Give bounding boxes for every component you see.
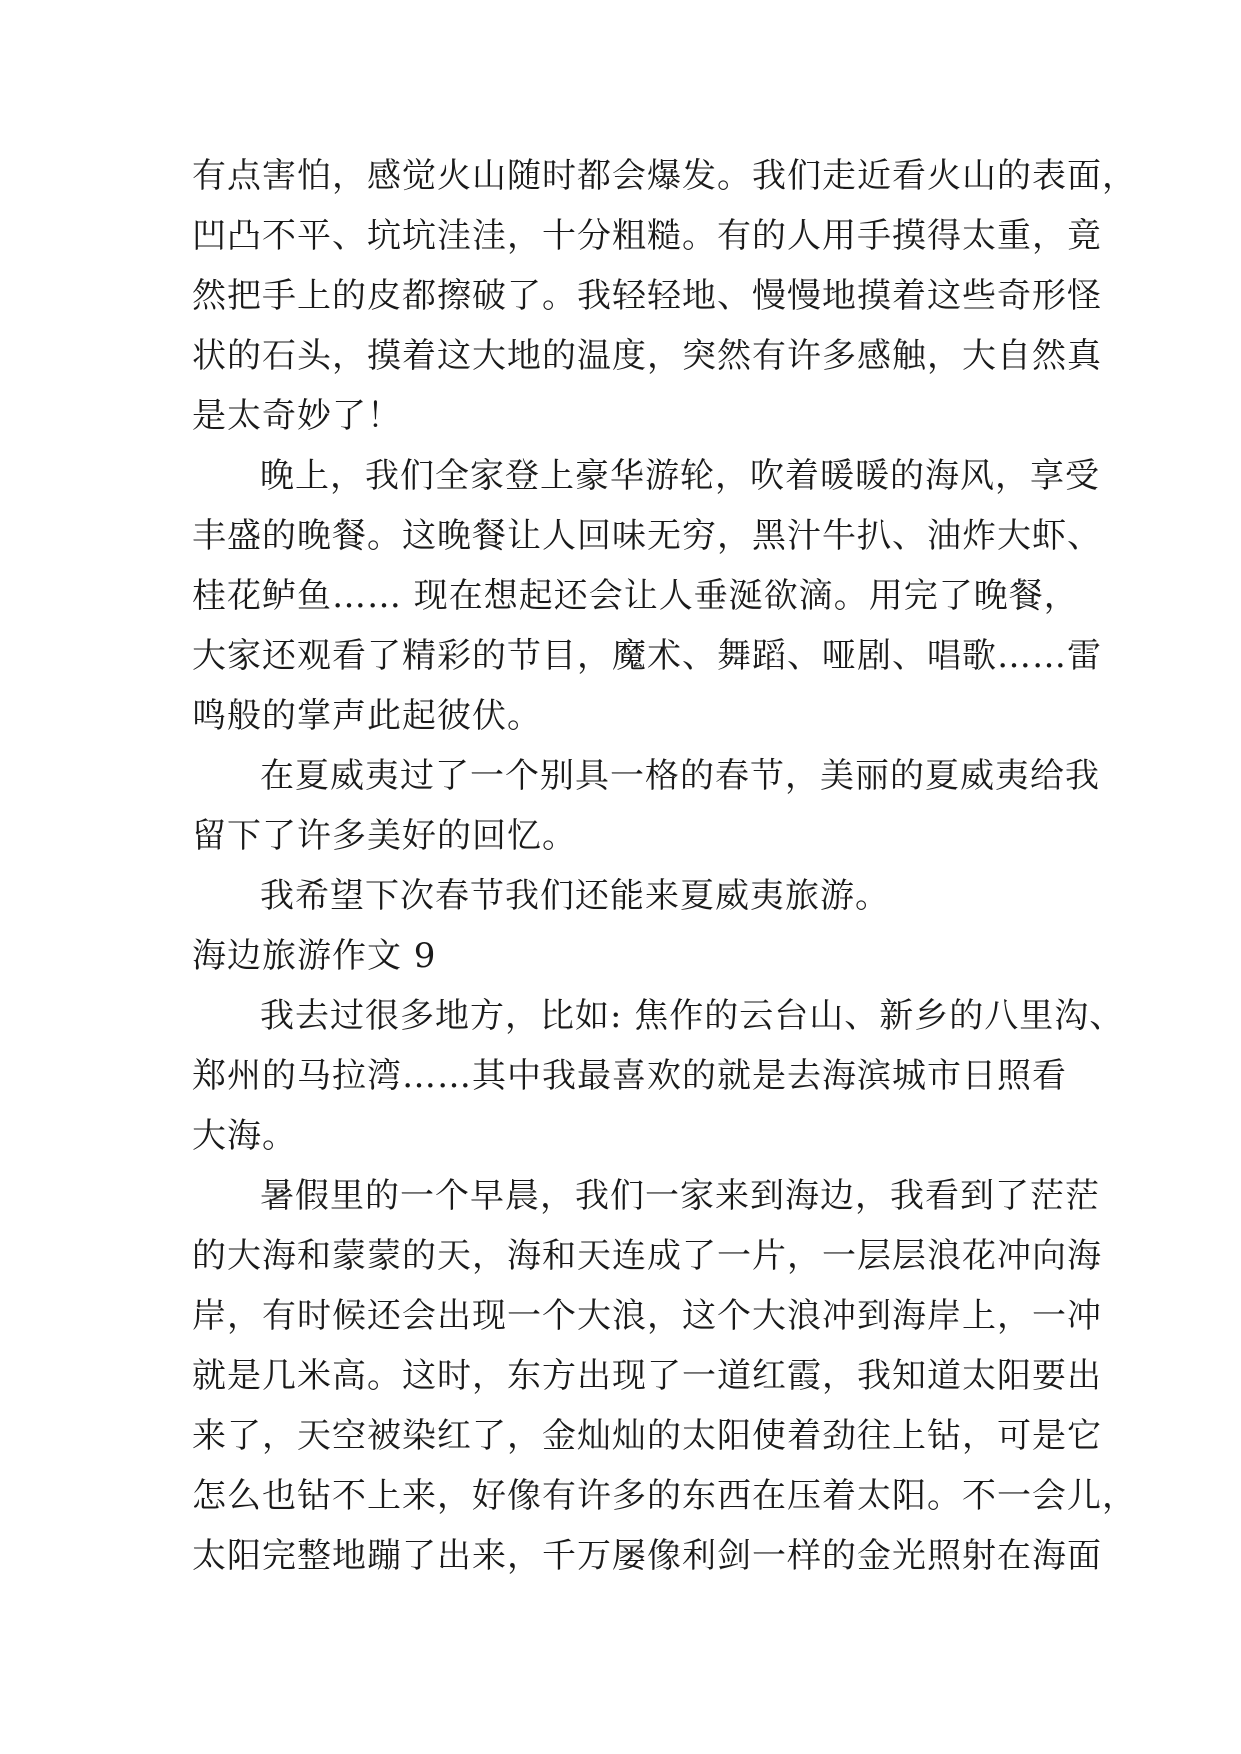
text-line-22: 来了，天空被染红了，金灿灿的太阳使着劲往上钻，可是它 — [192, 1416, 1102, 1456]
text-line-3: 然把手上的皮都擦破了。我轻轻地、慢慢地摸着这些奇形怪 — [192, 276, 1102, 316]
text-line-16: 郑州的马拉湾……其中我最喜欢的就是去海滨城市日照看 — [192, 1056, 1067, 1096]
text-line-2: 凹凸不平、坑坑洼洼，十分粗糙。有的人用手摸得太重，竟 — [192, 216, 1102, 256]
text-line-11: 在夏威夷过了一个别具一格的春节，美丽的夏威夷给我 — [260, 756, 1100, 796]
text-line-9: 大家还观看了精彩的节目，魔术、舞蹈、哑剧、唱歌……雷 — [192, 636, 1102, 676]
text-line-19: 的大海和蒙蒙的天，海和天连成了一片，一层层浪花冲向海 — [192, 1236, 1102, 1276]
text-line-6: 晚上，我们全家登上豪华游轮，吹着暖暖的海风，享受 — [260, 456, 1100, 496]
section-heading: 海边旅游作文 9 — [192, 936, 437, 976]
document-body — [192, 146, 1137, 1586]
text-line-1: 有点害怕，感觉火山随时都会爆发。我们走近看火山的表面， — [192, 156, 1137, 196]
text-line-7: 丰盛的晚餐。这晚餐让人回味无穷，黑汁牛扒、油炸大虾、 — [192, 516, 1102, 556]
text-line-4: 状的石头，摸着这大地的温度，突然有许多感触，大自然真 — [192, 336, 1102, 376]
text-line-18: 暑假里的一个早晨，我们一家来到海边，我看到了茫茫 — [260, 1176, 1100, 1216]
text-line-5: 是太奇妙了！ — [192, 396, 402, 436]
text-line-8: 桂花鲈鱼…… 现在想起还会让人垂涎欲滴。用完了晚餐， — [192, 576, 1079, 616]
text-line-12: 留下了许多美好的回忆。 — [192, 816, 577, 856]
text-line-10: 鸣般的掌声此起彼伏。 — [192, 696, 542, 736]
text-line-17: 大海。 — [192, 1116, 297, 1156]
text-line-24: 太阳完整地蹦了出来，千万屡像利剑一样的金光照射在海面 — [192, 1536, 1102, 1576]
text-line-23: 怎么也钻不上来，好像有许多的东西在压着太阳。不一会儿， — [192, 1476, 1137, 1516]
text-line-20: 岸，有时候还会出现一个大浪，这个大浪冲到海岸上，一冲 — [192, 1296, 1102, 1336]
text-line-13: 我希望下次春节我们还能来夏威夷旅游。 — [260, 876, 890, 916]
text-line-15: 我去过很多地方，比如: 焦作的云台山、新乡的八里沟、 — [260, 996, 1125, 1036]
text-line-21: 就是几米高。这时，东方出现了一道红霞，我知道太阳要出 — [192, 1356, 1102, 1396]
